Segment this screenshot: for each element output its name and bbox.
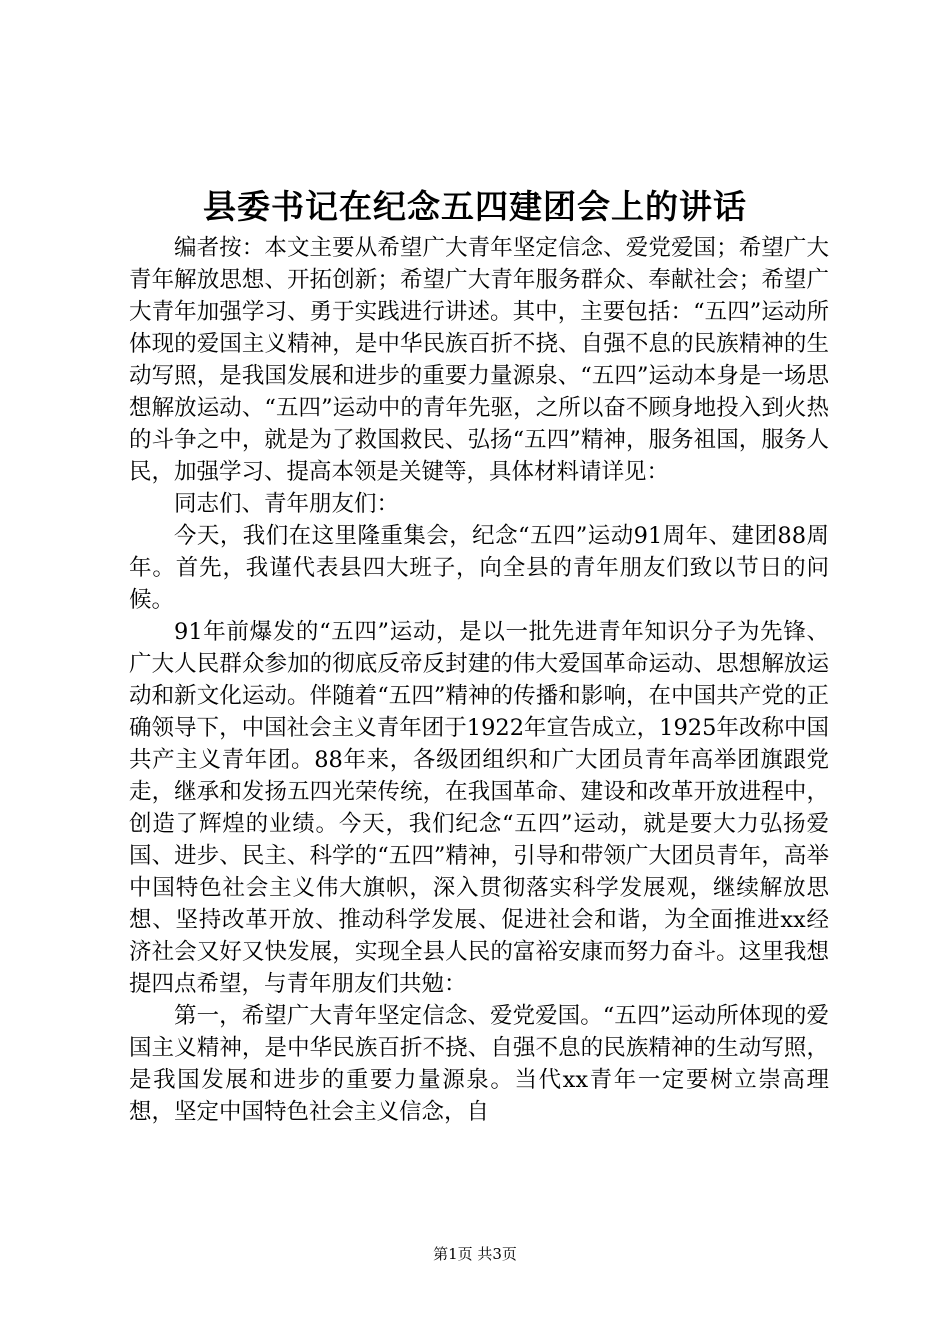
document-title: 县委书记在纪念五四建团会上的讲话 — [203, 187, 747, 226]
page-number-footer: 第1页 共3页 — [433, 1245, 517, 1263]
history-paragraph: 91年前爆发的“五四”运动，是以一批先进青年知识分子为先锋、广大人民群众参加的彻底反帝反封建的伟大爱国革命运动、思想解放运动和新文化运动。伴随着“五四”精神的传播和影响，在中国共产党的正确领导下，中国社会主义青年团于1922年宣告成立，1925年改称中国共产主义青年团。88年来，各级团组织和广大团员青年高举团旗跟党走，继承和发扬五四光荣传统，在我国革命、建设和改革开放进程中，创造了辉煌的业绩。今天，我们纪念“五四”运动，就是要大力弘扬爱国、进步、民主、科学的“五四”精神，引导和带领广大团员青年，高举中国特色社会主义伟大旗帜，深入贯彻落实科学发展观，继续解放思想、坚持改革开放、推动科学发展、促进社会和谐，为全面推进xx经济社会又好又快发展，实现全县人民的富裕安康而努力奋斗。这里我想提四点希望，与青年朋友们共勉： — [129, 619, 829, 997]
salutation-paragraph: 同志们、青年朋友们： — [174, 491, 400, 517]
opening-paragraph: 今天，我们在这里隆重集会，纪念“五四”运动91周年、建团88周年。首先，我谨代表县四大班子，向全县的青年朋友们致以节日的问候。 — [129, 523, 829, 613]
first-hope-paragraph: 第一，希望广大青年坚定信念、爱党爱国。“五四”运动所体现的爱国主义精神，是中华民族百折不挠、自强不息的民族精神的生动写照，是我国发展和进步的重要力量源泉。当代xx青年一定要树立崇高理想，坚定中国特色社会主义信念，自 — [129, 1003, 829, 1125]
editor-note-paragraph: 编者按：本文主要从希望广大青年坚定信念、爱党爱国；希望广大青年解放思想、开拓创新；希望广大青年服务群众、奉献社会；希望广大青年加强学习、勇于实践进行讲述。其中，主要包括：“五四”运动所体现的爱国主义精神，是中华民族百折不挠、自强不息的民族精神的生动写照，是我国发展和进步的重要力量源泉、“五四”运动本身是一场思想解放运动、“五四”运动中的青年先驱，之所以奋不顾身地投入到火热的斗争之中，就是为了救国救民、弘扬“五四”精神，服务祖国，服务人民，加强学习、提高本领是关键等，具体材料请详见： — [129, 235, 829, 485]
document-body — [129, 232, 829, 1128]
